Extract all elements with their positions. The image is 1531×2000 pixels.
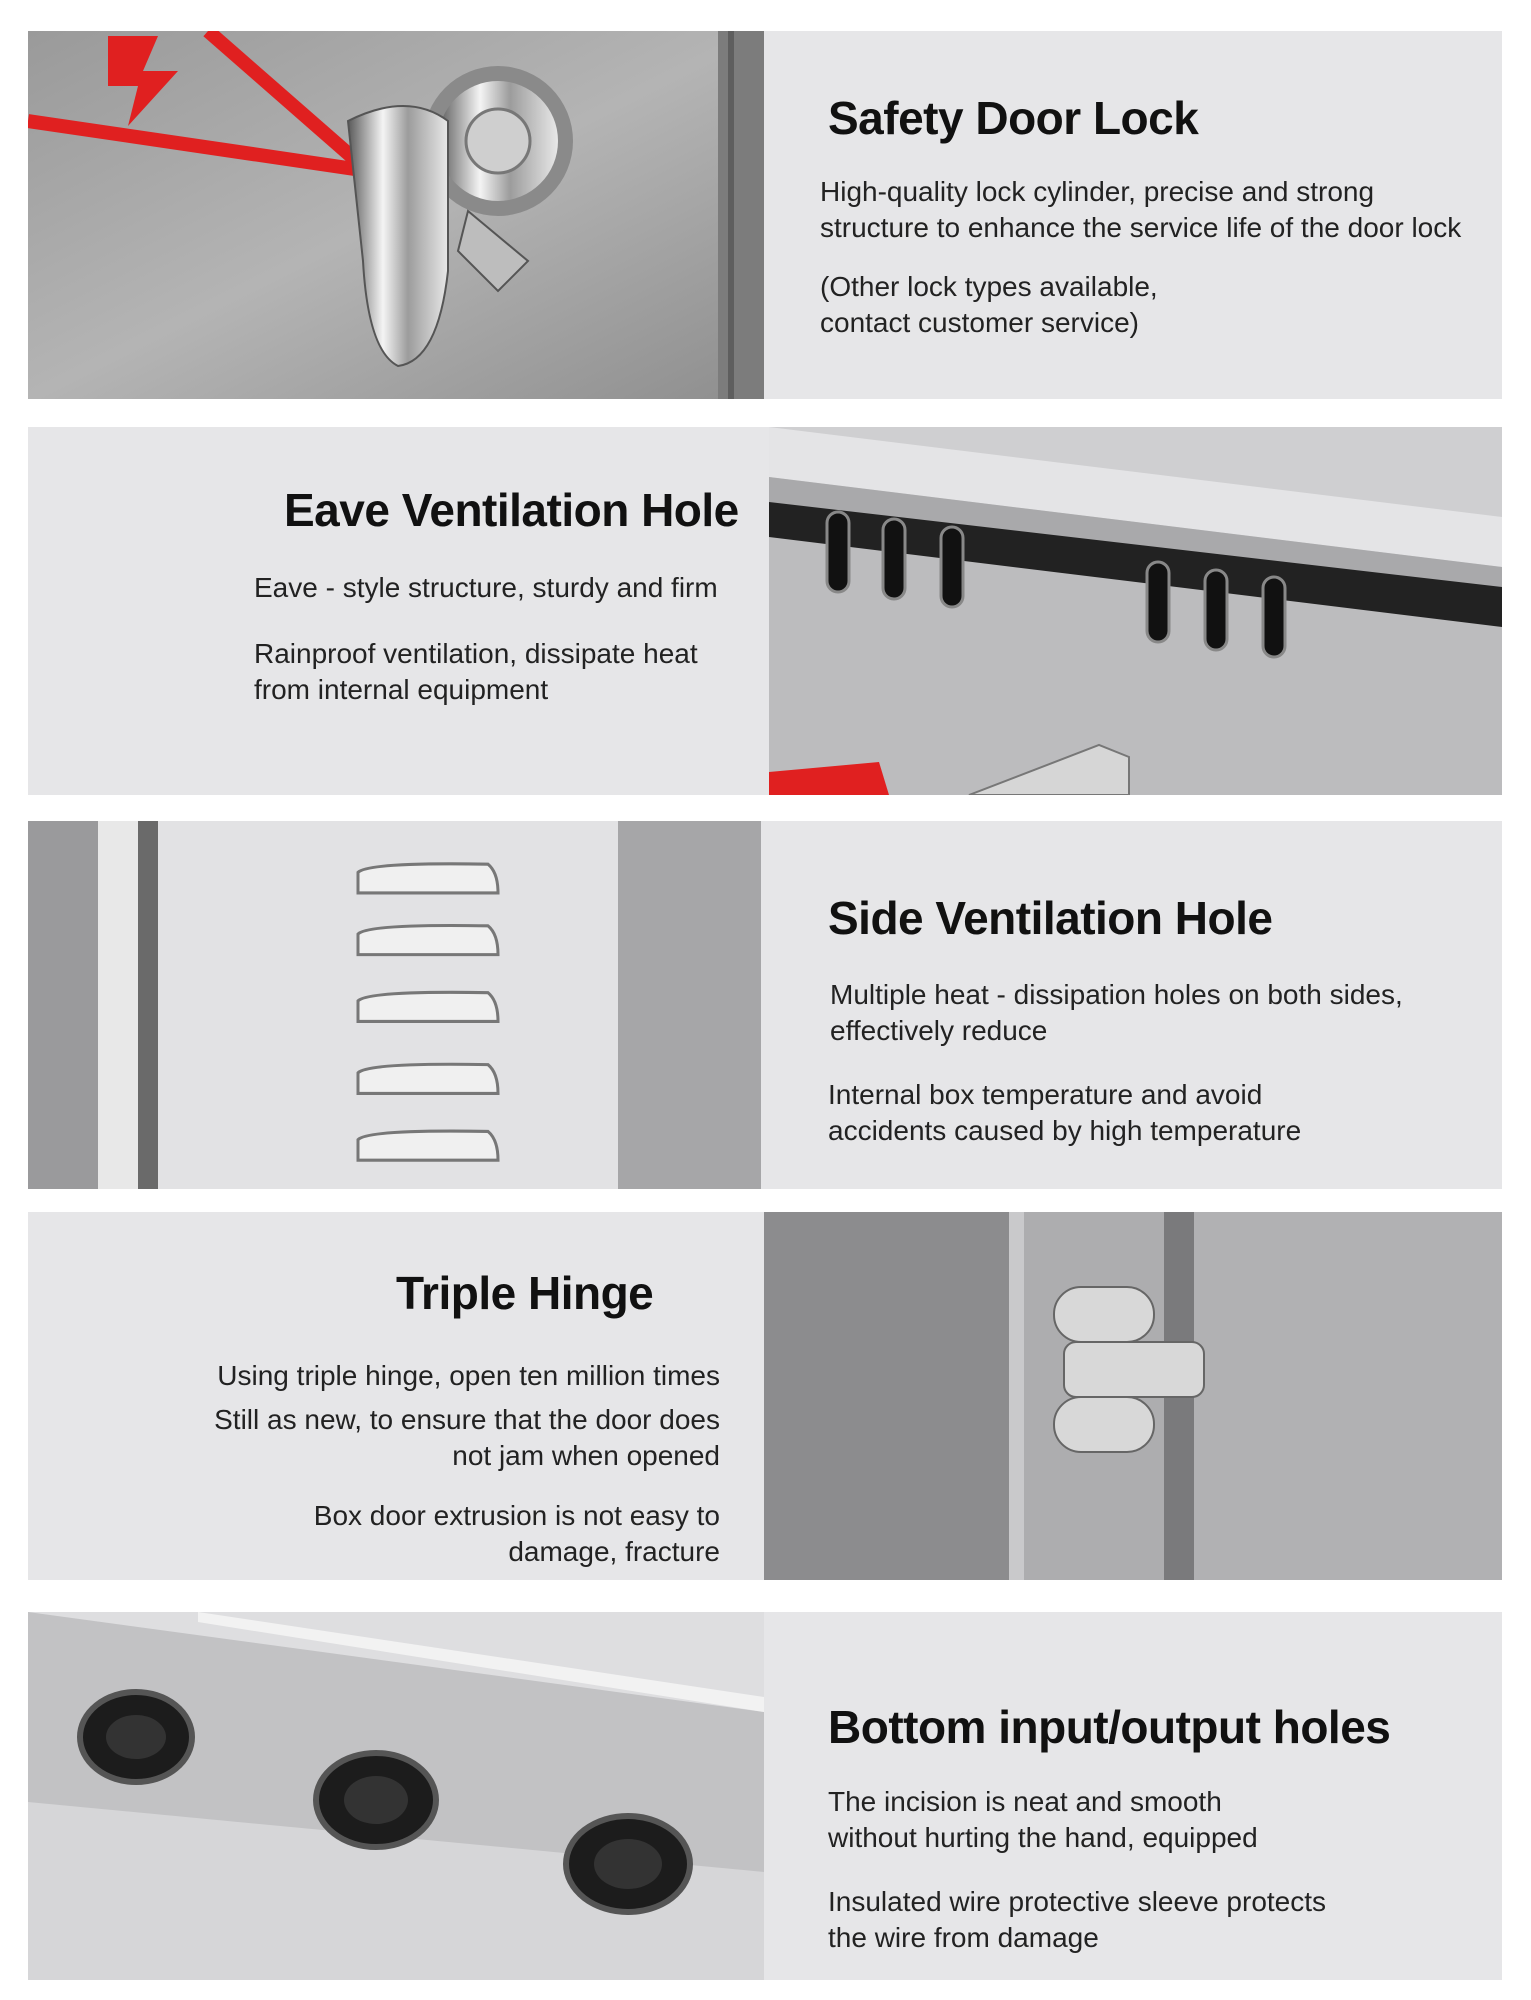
section-description: Eave - style structure, sturdy and firm	[254, 572, 718, 603]
section-title: Side Ventilation Hole	[828, 892, 1273, 944]
triple-hinge-photo	[764, 1212, 1502, 1580]
section-title: Eave Ventilation Hole	[284, 484, 739, 536]
section-description: The incision is neat and smooth without hurting the hand, equipped	[828, 1786, 1258, 1853]
side-ventilation-photo	[28, 821, 761, 1189]
section-description: Using triple hinge, open ten million times	[217, 1360, 720, 1391]
bottom-holes-photo	[28, 1612, 764, 1980]
feature-panel-eave-ventilation	[28, 427, 1502, 795]
section-title: Bottom input/output holes	[828, 1701, 1391, 1753]
section-note: (Other lock types available, contact customer service)	[820, 271, 1158, 338]
feature-panel-safety-door-lock	[28, 31, 1502, 399]
section-description: Multiple heat - dissipation holes on both sides, effectively reduce	[830, 979, 1403, 1046]
eave-ventilation-photo	[769, 427, 1502, 795]
section-title: Triple Hinge	[396, 1267, 654, 1319]
section-description: Insulated wire protective sleeve protects the wire from damage	[828, 1886, 1327, 1953]
section-description: High-quality lock cylinder, precise and strong structure to enhance the service life of the door lock	[820, 176, 1462, 243]
section-description: Still as new, to ensure that the door does not jam when opened	[214, 1404, 720, 1471]
section-description: Internal box temperature and avoid accidents caused by high temperature	[828, 1079, 1302, 1146]
feature-panel-triple-hinge	[28, 1212, 1502, 1580]
section-description: Box door extrusion is not easy to damage, fracture	[313, 1500, 720, 1567]
section-title: Safety Door Lock	[828, 92, 1199, 144]
door-lock-photo	[28, 31, 764, 399]
section-description: Rainproof ventilation, dissipate heat from internal equipment	[254, 638, 698, 705]
feature-panel-bottom-holes	[28, 1612, 1502, 1980]
feature-panel-side-ventilation	[28, 821, 1502, 1189]
